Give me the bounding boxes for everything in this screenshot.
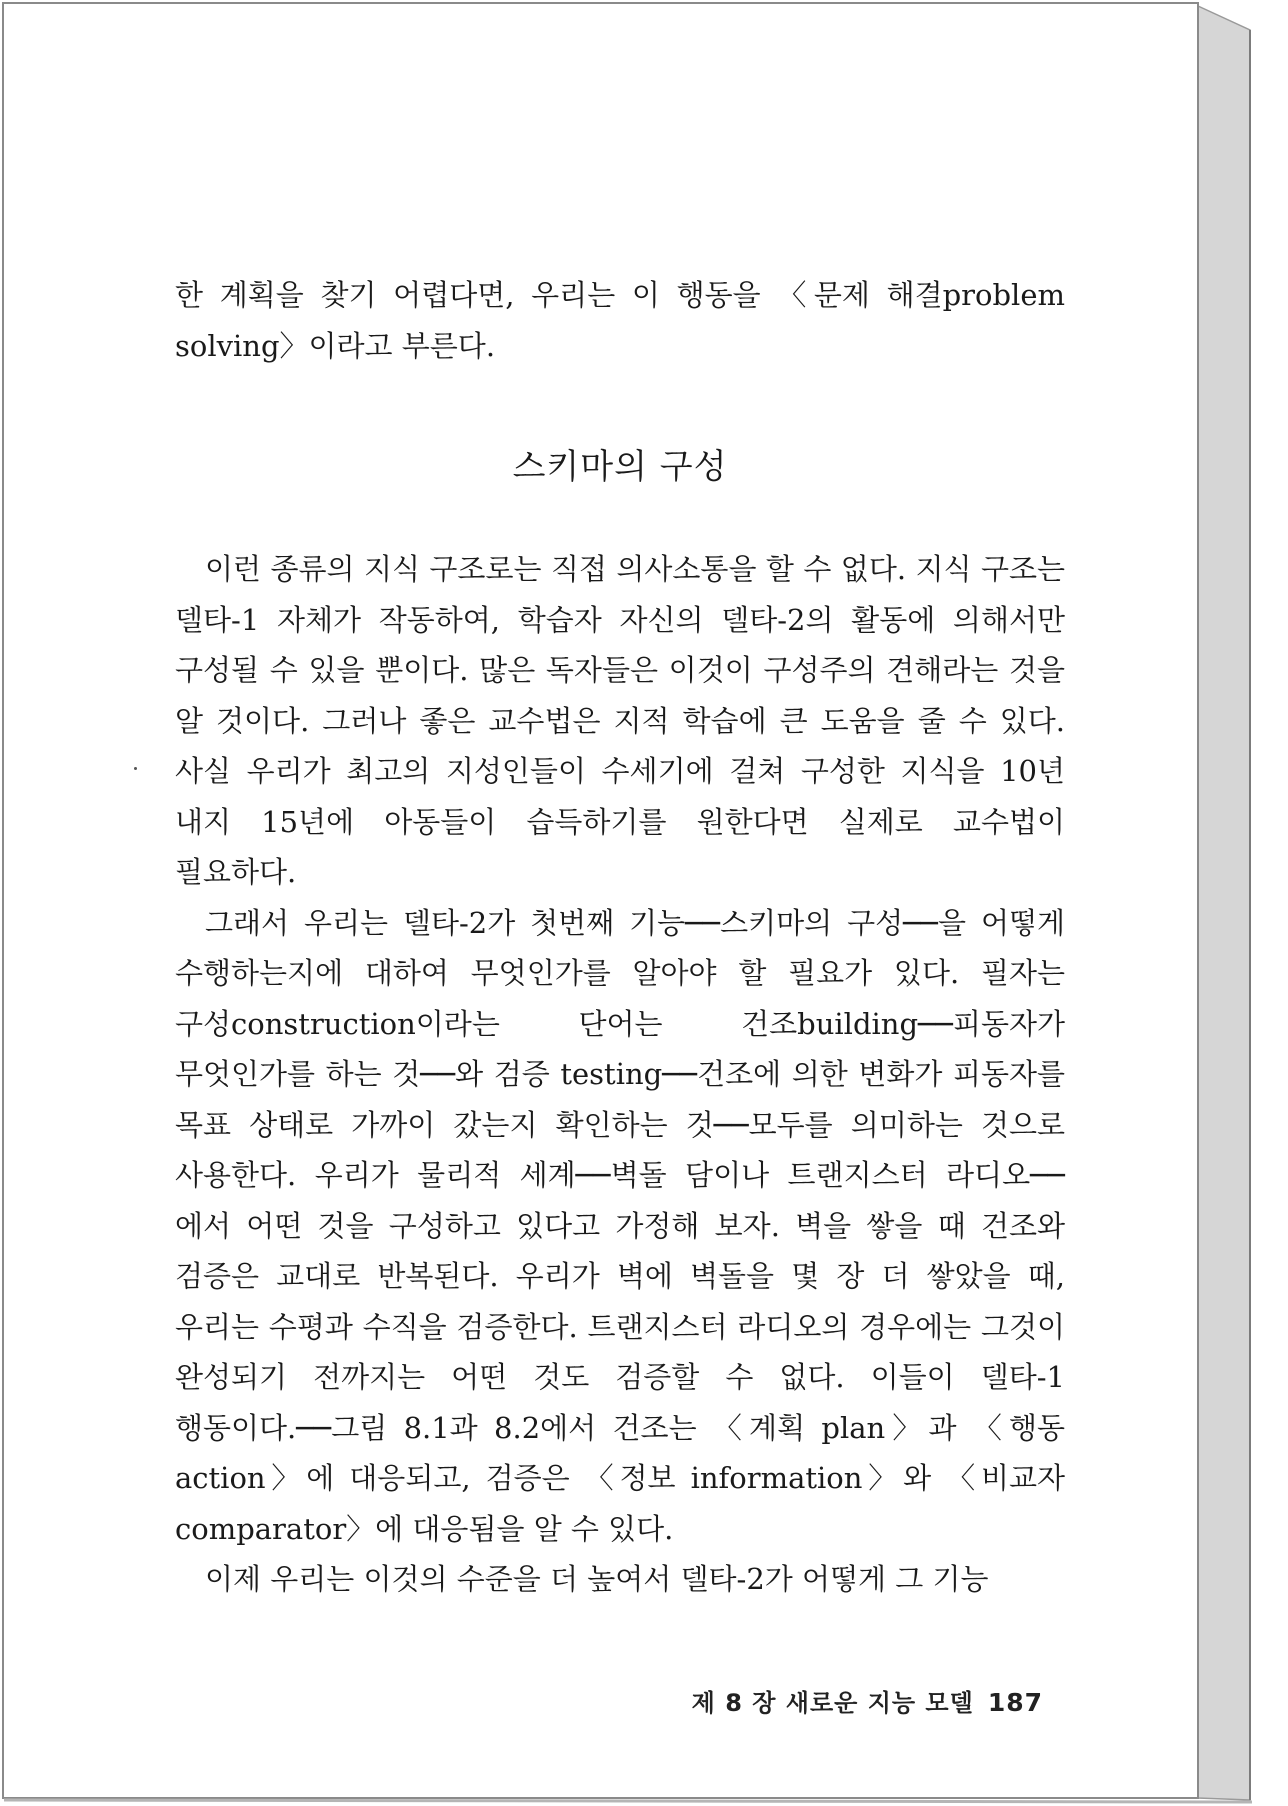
page-body — [175, 270, 1065, 1605]
stray-dot — [134, 767, 137, 770]
book-page-edges — [1198, 6, 1250, 1800]
body-paragraph-2: 그래서 우리는 델타-2가 첫번째 기능──스키마의 구성──을 어떻게 수행하는지에 대하여 무엇인가를 알아야 할 필요가 있다. 필자는 구성construction이라는 단어는 건조building──피동자가 무엇인가를 하는 것──와 검증 testing──건조에 의한 변화가 피동자를 목표 상태로 가까이 갔는지 확인하는 것──모두를 의미하는 것으로 사용한다. 우리가 물리적 세계──벽돌 담이나 트랜지스터 라디오──에서 어떤 것을 구성하고 있다고 가정해 보자. 벽을 쌓을 때 건조와 검증은 교대로 반복된다. 우리가 벽에 벽돌을 몇 장 더 쌓았을 때, 우리는 수평과 수직을 검증한다. 트랜지스터 라디오의 경우에는 그것이 완성되기 전까지는 어떤 것도 검증할 수 없다. 이들이 델타-1 행동이다.──그림 8.1과 8.2에서 건조는 〈계획 plan〉과 〈행동 action〉에 대응되고, 검증은 〈정보 information〉와 〈비교자 comparator〉에 대응됨을 알 수 있다. — [175, 905, 1065, 1546]
body-paragraph-1: 이런 종류의 지식 구조로는 직접 의사소통을 할 수 없다. 지식 구조는 델타-1 자체가 작동하여, 학습자 자신의 델타-2의 활동에 의해서만 구성될 수 있을 뿐이다. 많은 독자들은 이것이 구성주의 견해라는 것을 알 것이다. 그러나 좋은 교수법은 지적 학습에 큰 도움을 줄 수 있다. 사실 우리가 최고의 지성인들이 수세기에 걸쳐 구성한 지식을 10년 내지 15년에 아동들이 습득하기를 원한다면 실제로 교수법이 필요하다. — [175, 552, 1065, 889]
chapter-title: 제 8 장 새로운 지능 모델 — [691, 1689, 974, 1717]
section-title: 스키마의 구성 — [512, 447, 728, 487]
page-footer — [175, 1683, 1043, 1718]
page-number: 187 — [987, 1688, 1043, 1717]
intro-paragraph: 한 계획을 찾기 어렵다면, 우리는 이 행동을 〈문제 해결problem solving〉이라고 부른다. — [175, 278, 1065, 363]
body-paragraph-3: 이제 우리는 이것의 수준을 더 높여서 델타-2가 어떻게 그 기능 — [205, 1562, 989, 1596]
page-bottom-shadow — [4, 1800, 1252, 1802]
